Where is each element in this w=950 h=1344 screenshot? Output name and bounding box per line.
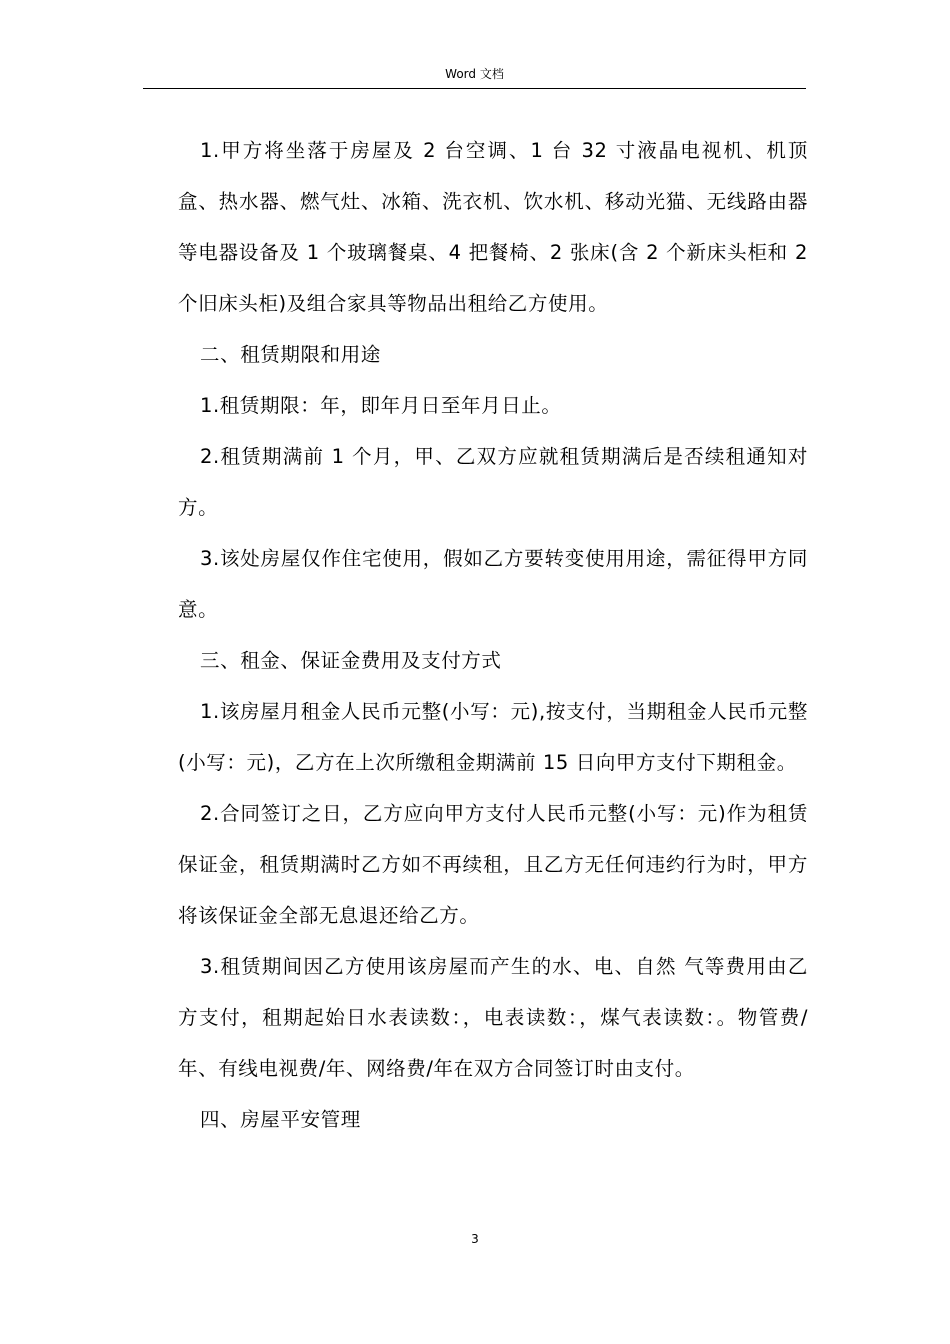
paragraph: 1.甲方将坐落于房屋及 2 台空调、1 台 32 寸液晶电视机、机顶盒、热水器、燃气灶、冰箱、洗衣机、饮水机、移动光猫、无线路由器等电器设备及 1 个玻璃餐桌、4 把餐椅、2 张床(含 2 个新床头柜和 2 个旧床头柜)及组合家具等物品出租给乙方使用。: [178, 139, 808, 315]
section-heading: 二、租赁期限和用途: [200, 343, 381, 366]
paragraph: 3.租赁期间因乙方使用该房屋而产生的水、电、自然 气等费用由乙方支付，租期起始日水表读数：，电表读数：，煤气表读数：。物管费/年、有线电视费/年、网络费/年在双方合同签订时由支付。: [178, 955, 808, 1080]
paragraph: 1.该房屋月租金人民币元整(小写：元),按支付，当期租金人民币元整(小写：元)，乙方在上次所缴租金期满前 15 日向甲方支付下期租金。: [178, 700, 808, 774]
document-body: [178, 125, 808, 1145]
section-heading: 四、房屋平安管理: [200, 1108, 361, 1131]
header-title: Word 文档: [445, 67, 504, 81]
page-number: 3: [471, 1232, 479, 1246]
page-header: [143, 66, 806, 89]
paragraph: 2.合同签订之日，乙方应向甲方支付人民币元整(小写：元)作为租赁保证金，租赁期满时乙方如不再续租，且乙方无任何违约行为时，甲方将该保证金全部无息退还给乙方。: [178, 802, 808, 927]
paragraph: 2.租赁期满前 1 个月，甲、乙双方应就租赁期满后是否续租通知对方。: [178, 445, 808, 519]
paragraph: 3.该处房屋仅作住宅使用，假如乙方要转变使用用途，需征得甲方同意。: [178, 547, 808, 621]
section-heading: 三、租金、保证金费用及支付方式: [200, 649, 502, 672]
paragraph: 1.租赁期限：年，即年月日至年月日止。: [200, 394, 562, 417]
